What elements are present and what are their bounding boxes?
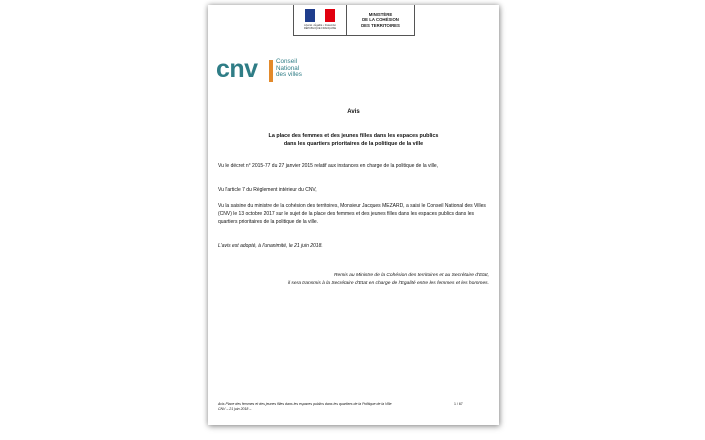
cnv-logo-subtitle: [276, 59, 302, 79]
paragraph-article: Vu l'article 7 du Règlement intérieur du CNV,: [218, 187, 317, 193]
ministry-line-3: DES TERRITOIRES: [361, 22, 400, 28]
rf-name: RÉPUBLIQUE FRANÇAISE: [303, 27, 337, 31]
cnv-logo-bar: [269, 60, 273, 82]
ministry-header: [293, 5, 415, 36]
ministry-name: [347, 5, 414, 35]
french-flag-icon: [305, 9, 335, 22]
cnv-logo-sub-2: National: [276, 64, 300, 72]
page-footer: [218, 402, 468, 412]
ministry-line-2: DE LA COHÉSION: [362, 17, 399, 23]
document-page: [208, 5, 499, 425]
marianne-logo: [294, 5, 347, 35]
paragraph-adopted: L'avis est adopté, à l'unanimité, le 21 juin 2018.: [218, 243, 323, 249]
paragraph-saisine: Vu la saisine du ministre de la cohésion des territoires, Monsieur Jacques MEZARD, a saisi le Conseil National des Villes (CNV) le 13 octobre 2017 sur le sujet de la place des femmes et des jeunes filles dans les espaces publics dans les quartiers prioritaires de la politique de la ville.: [218, 203, 486, 225]
rf-motto: Liberté • Égalité • Fraternité: [304, 24, 336, 27]
flag-white-stripe: [315, 9, 325, 22]
doc-title: [208, 132, 499, 148]
ministry-line-1: MINISTÈRE: [368, 11, 393, 17]
cnv-logo: [216, 53, 336, 87]
remis-note: [228, 272, 489, 288]
flag-red-stripe: [325, 9, 335, 22]
flag-blue-stripe: [305, 9, 315, 22]
footer-line-1: Avis Place des femmes et des jeunes filles dans les espaces publics dans les quartiers de la Politique de la Ville: [218, 402, 392, 406]
cnv-logo-sub-1: Conseil: [276, 58, 297, 65]
remis-line-1: Remis au Ministre de la Cohésion des territoires et au Secrétaire d'Etat,: [333, 273, 489, 278]
remis-line-2: il sera transmis à la Secrétaire d'Etat en charge de l'Egalité entre les femmes et les hommes.: [287, 280, 489, 286]
cnv-logo-letters: cnv: [216, 55, 258, 83]
doc-title-line-1: La place des femmes et des jeunes filles dans les espaces publics: [268, 133, 439, 139]
footer-line-2: CNV – 21 juin 2018 –: [218, 406, 252, 411]
page-number: 1 / 67: [454, 402, 463, 406]
paragraph-decree: Vu le décret n° 2015-77 du 27 janvier 2015 relatif aux instances en charge de la politique de la ville,: [218, 163, 439, 169]
republique-francaise-text: [294, 24, 346, 30]
doc-heading: Avis: [347, 109, 360, 115]
cnv-logo-sub-3: des villes: [276, 71, 302, 79]
doc-title-line-2: dans les quartiers prioritaires de la politique de la ville: [283, 141, 424, 147]
